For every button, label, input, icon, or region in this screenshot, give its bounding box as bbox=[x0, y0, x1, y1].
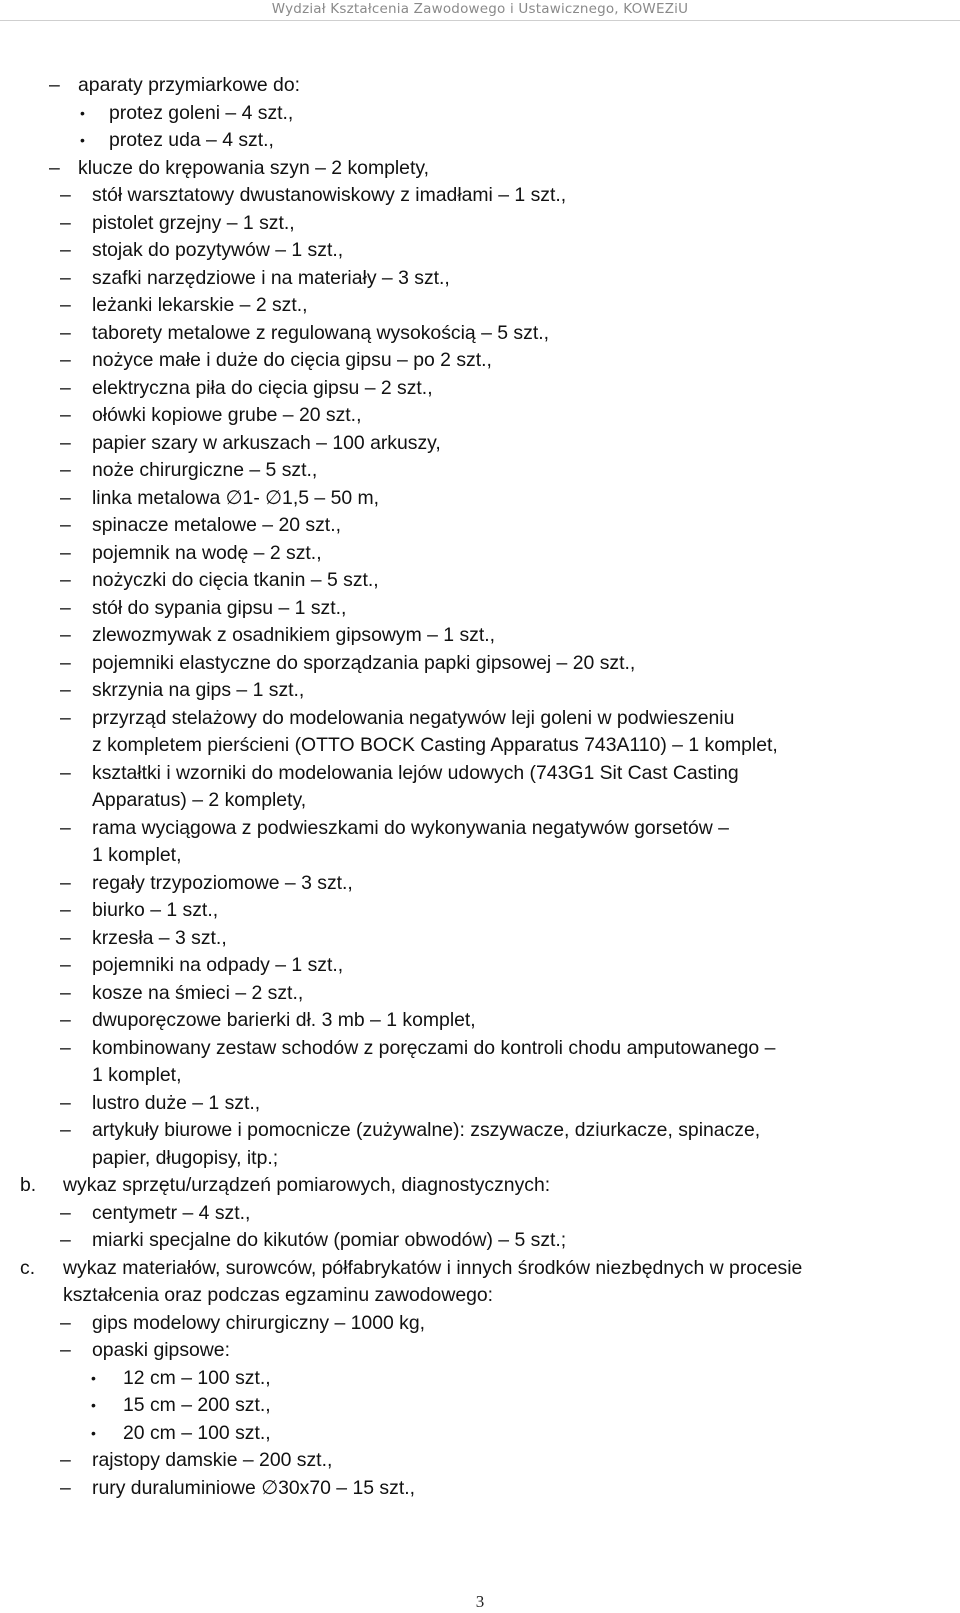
dash-marker: – bbox=[60, 376, 71, 399]
list-item bbox=[0, 430, 960, 458]
list-item bbox=[0, 512, 960, 540]
list-item bbox=[0, 1007, 960, 1035]
list-item-text: gips modelowy chirurgiczny – 1000 kg, bbox=[92, 1311, 426, 1334]
bullet-marker: • bbox=[91, 1424, 96, 1441]
list-item bbox=[0, 732, 960, 760]
list-item bbox=[0, 540, 960, 568]
dash-marker: – bbox=[60, 926, 71, 949]
list-item bbox=[0, 1117, 960, 1145]
dash-marker: – bbox=[60, 431, 71, 454]
dash-marker: – bbox=[60, 459, 71, 481]
list-item bbox=[0, 1310, 960, 1338]
list-item-text: papier szary w arkuszach – 100 arkuszy, bbox=[92, 431, 441, 454]
dash-marker: – bbox=[60, 239, 71, 261]
dash-marker: – bbox=[60, 1036, 71, 1059]
dash-marker: – bbox=[60, 1449, 71, 1471]
list-item-text: 20 cm – 100 szt., bbox=[123, 1421, 271, 1444]
dash-marker: – bbox=[60, 596, 71, 619]
list-item bbox=[0, 622, 960, 650]
list-item-text: pistolet grzejny – 1 szt., bbox=[92, 211, 295, 234]
list-item-text: artykuły biurowe i pomocnicze (zużywalne): zszywacze, dziurkacze, spinacze, bbox=[92, 1119, 761, 1141]
list-item-text: nożyce małe i duże do cięcia gipsu – po 2 szt., bbox=[92, 349, 492, 371]
dash-marker: – bbox=[60, 294, 71, 316]
list-item bbox=[0, 787, 960, 815]
list-item-text: kombinowany zestaw schodów z poręczami do kontroli chodu amputowanego – bbox=[92, 1036, 776, 1059]
list-item bbox=[0, 402, 960, 430]
list-item-text: opaski gipsowe: bbox=[92, 1339, 230, 1361]
list-item-text: zlewozmywak z osadnikiem gipsowym – 1 szt., bbox=[92, 624, 496, 646]
list-item-text: rama wyciągowa z podwieszkami do wykonywania negatywów gorsetów – bbox=[92, 816, 729, 839]
dash-marker: – bbox=[60, 679, 71, 701]
list-item bbox=[0, 842, 960, 870]
dash-marker: – bbox=[49, 74, 60, 96]
list-item bbox=[0, 1365, 960, 1393]
list-item-text: centymetr – 4 szt., bbox=[92, 1201, 251, 1224]
list-item-text: pojemniki na odpady – 1 szt., bbox=[92, 954, 344, 976]
list-item bbox=[0, 347, 960, 375]
list-item bbox=[0, 677, 960, 705]
list-item bbox=[0, 265, 960, 293]
list-item bbox=[0, 1475, 960, 1503]
list-item bbox=[0, 210, 960, 238]
list-item bbox=[0, 1420, 960, 1448]
bullet-marker: • bbox=[91, 1369, 96, 1386]
list-item-text: miarki specjalne do kikutów (pomiar obwodów) – 5 szt.; bbox=[92, 1229, 567, 1251]
document-body bbox=[0, 72, 960, 1502]
page-number: 3 bbox=[475, 1592, 485, 1611]
dash-marker: – bbox=[60, 1119, 71, 1141]
list-item bbox=[0, 127, 960, 155]
list-item-text: regały trzypoziomowe – 3 szt., bbox=[92, 871, 353, 894]
dash-marker: – bbox=[60, 266, 71, 289]
list-item-text: krzesła – 3 szt., bbox=[92, 926, 227, 949]
list-item-text: szafki narzędziowe i na materiały – 3 szt., bbox=[92, 266, 450, 289]
list-item-text: pojemniki elastyczne do sporządzania papki gipsowej – 20 szt., bbox=[92, 651, 636, 674]
bullet-marker: • bbox=[80, 104, 85, 121]
list-item-text: spinacze metalowe – 20 szt., bbox=[92, 514, 341, 536]
list-item-text: rury duraluminiowe ∅30x70 – 15 szt., bbox=[92, 1476, 415, 1499]
list-item-text: elektryczna piła do cięcia gipsu – 2 szt., bbox=[92, 376, 433, 399]
list-item bbox=[0, 870, 960, 898]
dash-marker: – bbox=[60, 321, 71, 344]
list-item-text: 1 komplet, bbox=[92, 1064, 182, 1086]
list-item-text: skrzynia na gips – 1 szt., bbox=[92, 679, 305, 701]
list-item-text: rajstopy damskie – 200 szt., bbox=[92, 1449, 333, 1471]
list-item bbox=[0, 182, 960, 210]
list-item bbox=[0, 1255, 960, 1283]
dash-marker: – bbox=[60, 899, 71, 921]
list-item-text: papier, długopisy, itp.; bbox=[92, 1146, 279, 1169]
list-item-text: protez goleni – 4 szt., bbox=[109, 101, 294, 124]
dash-marker: – bbox=[60, 541, 71, 564]
list-item bbox=[0, 1227, 960, 1255]
list-item bbox=[0, 567, 960, 595]
list-item bbox=[0, 1447, 960, 1475]
list-item bbox=[0, 925, 960, 953]
list-letter: b. bbox=[20, 1174, 37, 1196]
dash-marker: – bbox=[60, 184, 71, 206]
list-item-text: 15 cm – 200 szt., bbox=[123, 1394, 271, 1416]
list-item-text: wykaz sprzętu/urządzeń pomiarowych, diagnostycznych: bbox=[63, 1174, 551, 1196]
page-header bbox=[0, 0, 960, 21]
list-item-text: 12 cm – 100 szt., bbox=[123, 1366, 271, 1389]
list-item bbox=[0, 1337, 960, 1365]
dash-marker: – bbox=[60, 569, 71, 591]
dash-marker: – bbox=[60, 211, 71, 234]
list-item-text: dwuporęczowe barierki dł. 3 mb – 1 komplet, bbox=[92, 1009, 476, 1031]
dash-marker: – bbox=[60, 761, 71, 784]
list-item bbox=[0, 1090, 960, 1118]
list-item bbox=[0, 1035, 960, 1063]
list-item bbox=[0, 72, 960, 100]
dash-marker: – bbox=[60, 816, 71, 839]
bullet-marker: • bbox=[91, 1397, 96, 1413]
dash-marker: – bbox=[60, 1339, 71, 1361]
list-item-text: przyrząd stelażowy do modelowania negatywów leji goleni w podwieszeniu bbox=[92, 706, 735, 729]
dash-marker: – bbox=[49, 156, 60, 179]
list-item-text: kształtki i wzorniki do modelowania lejów udowych (743G1 Sit Cast Casting bbox=[92, 761, 739, 784]
list-item-text: kształcenia oraz podczas egzaminu zawodowego: bbox=[63, 1284, 494, 1306]
list-item bbox=[0, 1282, 960, 1310]
list-item bbox=[0, 1145, 960, 1173]
list-item bbox=[0, 760, 960, 788]
list-item bbox=[0, 705, 960, 733]
list-item-text: Apparatus) – 2 komplety, bbox=[92, 789, 307, 811]
dash-marker: – bbox=[60, 1311, 71, 1334]
list-item-text: aparaty przymiarkowe do: bbox=[78, 74, 301, 96]
dash-marker: – bbox=[60, 981, 71, 1004]
list-item-text: biurko – 1 szt., bbox=[92, 899, 219, 921]
list-item bbox=[0, 1172, 960, 1200]
list-item-text: stół warsztatowy dwustanowiskowy z imadłami – 1 szt., bbox=[92, 184, 567, 206]
list-item-text: taborety metalowe z regulowaną wysokością – 5 szt., bbox=[92, 321, 549, 344]
list-item bbox=[0, 155, 960, 183]
list-item-text: pojemnik na wodę – 2 szt., bbox=[92, 541, 322, 564]
list-item bbox=[0, 485, 960, 513]
dash-marker: – bbox=[60, 706, 71, 729]
dash-marker: – bbox=[60, 954, 71, 976]
list-item-text: nożyczki do cięcia tkanin – 5 szt., bbox=[92, 569, 379, 591]
list-item-text: stojak do pozytywów – 1 szt., bbox=[92, 239, 344, 261]
dash-marker: – bbox=[60, 871, 71, 894]
dash-marker: – bbox=[60, 1476, 71, 1499]
list-item-text: stół do sypania gipsu – 1 szt., bbox=[92, 596, 347, 619]
list-item bbox=[0, 595, 960, 623]
dash-marker: – bbox=[60, 1229, 71, 1251]
list-item-text: noże chirurgiczne – 5 szt., bbox=[92, 459, 318, 481]
list-item-text: lustro duże – 1 szt., bbox=[92, 1091, 261, 1114]
list-item-text: 1 komplet, bbox=[92, 844, 182, 866]
list-item-text: leżanki lekarskie – 2 szt., bbox=[92, 294, 308, 316]
list-item bbox=[0, 375, 960, 403]
list-item-text: linka metalowa ∅1- ∅1,5 – 50 m, bbox=[92, 486, 380, 509]
list-item bbox=[0, 457, 960, 485]
dash-marker: – bbox=[60, 1201, 71, 1224]
list-item bbox=[0, 650, 960, 678]
list-item bbox=[0, 1200, 960, 1228]
dash-marker: – bbox=[60, 349, 71, 371]
list-item-text: kosze na śmieci – 2 szt., bbox=[92, 981, 304, 1004]
list-item-text: protez uda – 4 szt., bbox=[109, 129, 274, 151]
list-item-text: z kompletem pierścieni (OTTO BOCK Casting Apparatus 743A110) – 1 komplet, bbox=[92, 734, 778, 756]
list-item bbox=[0, 320, 960, 348]
list-item-text: klucze do krępowania szyn – 2 komplety, bbox=[78, 156, 430, 179]
list-item bbox=[0, 815, 960, 843]
dash-marker: – bbox=[60, 1091, 71, 1114]
list-item bbox=[0, 237, 960, 265]
dash-marker: – bbox=[60, 486, 71, 509]
list-item bbox=[0, 980, 960, 1008]
list-letter: c. bbox=[20, 1256, 36, 1279]
header-text: Wydział Kształcenia Zawodowego i Ustawicznego, KOWEZiU bbox=[271, 1, 689, 17]
dash-marker: – bbox=[60, 624, 71, 646]
list-item bbox=[0, 952, 960, 980]
dash-marker: – bbox=[60, 404, 71, 426]
list-item-text: ołówki kopiowe grube – 20 szt., bbox=[92, 404, 362, 426]
list-item bbox=[0, 1062, 960, 1090]
bullet-marker: • bbox=[80, 132, 85, 148]
dash-marker: – bbox=[60, 651, 71, 674]
list-item bbox=[0, 292, 960, 320]
list-item-text: wykaz materiałów, surowców, półfabrykatów i innych środków niezbędnych w procesie bbox=[63, 1256, 803, 1279]
dash-marker: – bbox=[60, 514, 71, 536]
dash-marker: – bbox=[60, 1009, 71, 1031]
list-item bbox=[0, 100, 960, 128]
list-item bbox=[0, 1392, 960, 1420]
list-item bbox=[0, 897, 960, 925]
